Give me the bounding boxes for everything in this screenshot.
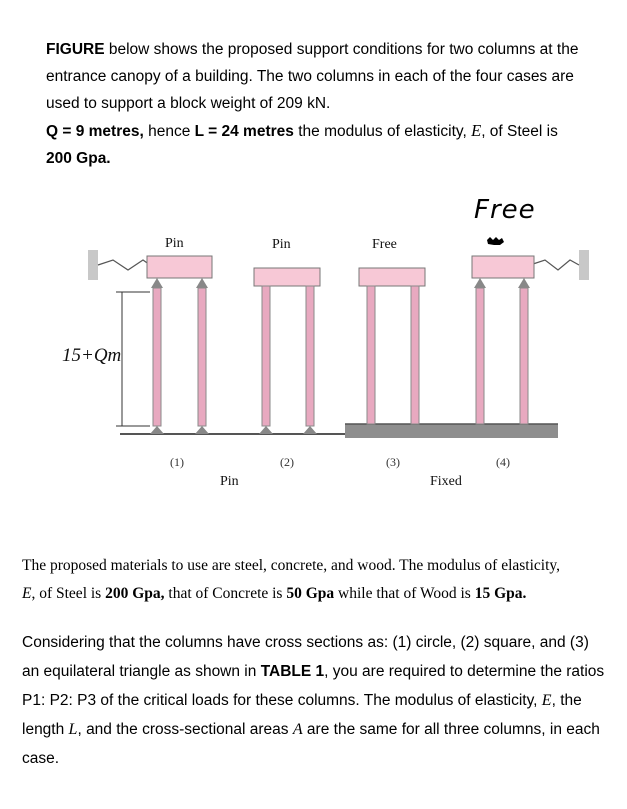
case2-column-left [262,286,270,426]
case3-number: (3) [386,455,400,469]
steel-value: 200 Gpa, [105,585,165,602]
case4-number: (4) [496,455,510,469]
materials-of-steel: , of Steel is [31,585,106,602]
case2-number: (2) [280,455,294,469]
case2-block [254,268,320,286]
task-part2: , you are required to determine the ratios P1: P2: P3 of the critical loads for these columns. The modulus of elasticity, [22,663,605,709]
case1-top-pin-left [151,278,163,288]
case1-number: (1) [170,455,184,469]
of-steel-text: , of Steel is [481,123,558,140]
task-part1: Considering that the columns have cross sections as: (1) circle, (2) square, and (3) an equilateral triangle as shown in [22,634,589,680]
case1-top-pin-right [196,278,208,288]
fixed-ground-block [345,424,558,438]
l-value: L = 24 metres [194,123,294,140]
case3-block [359,268,425,286]
case3-top-label: Free [372,237,397,252]
task-part4: , and the cross-sectional areas [77,721,293,738]
case1-column-right [198,288,206,426]
left-wall [88,250,98,280]
bottom-pin-label: Pin [220,474,239,489]
case2-base-pin-left [259,426,273,434]
materials-e-variable: E [22,585,32,602]
case4-top-pin-right [518,278,530,288]
task-part3: , the length [22,692,582,738]
case1-top-label: Pin [165,236,184,251]
left-brace [98,260,150,270]
table-reference: TABLE 1 [260,663,325,680]
height-label: 15+Qm [62,345,122,366]
materials-line1: The proposed materials to use are steel, concrete, and wood. The modulus of elasticity, [22,557,561,574]
modulus-text: the modulus of elasticity, [293,123,472,140]
right-brace [530,260,579,270]
hence-text: hence [143,123,195,140]
materials-text [22,552,606,608]
intro-text: below shows the proposed support conditions for two columns at the entrance canopy of a building. The two columns in each of the four cases are used to support a block weight of 209 kN. [46,41,579,112]
task-l-variable: L [68,721,78,738]
materials-paragraph [22,552,606,608]
steel-modulus: 200 Gpa. [46,150,111,167]
case1-base-pin-right [195,426,209,434]
case3-column-right [411,286,419,424]
task-paragraph [22,628,606,773]
figure-word: FIGURE [46,41,105,58]
case4-top-pin-left [474,278,486,288]
task-a-variable: A [292,721,303,738]
concrete-text: that of Concrete is [164,585,287,602]
case1-block [147,256,212,278]
case4-column-left [476,288,484,424]
task-part5: are the same for all three columns, in each case. [22,721,600,767]
case1-base-pin-left [150,426,164,434]
case4-block [472,256,534,278]
q-value: Q = 9 metres, [46,123,144,140]
case4-column-right [520,288,528,424]
scribble-mark [487,237,504,245]
bottom-fixed-label: Fixed [430,474,462,489]
case1-column-left [153,288,161,426]
right-wall [579,250,589,280]
task-e-variable: E [541,692,552,709]
wood-value: 15 Gpa. [474,585,527,602]
handwritten-free-label: Free [474,195,536,225]
task-text [22,628,606,773]
case2-top-label: Pin [272,237,291,252]
e-variable: E [471,121,482,140]
case3-column-left [367,286,375,424]
concrete-value: 50 Gpa [286,585,335,602]
case2-base-pin-right [303,426,317,434]
case2-column-right [306,286,314,426]
wood-text: while that of Wood is [334,585,475,602]
